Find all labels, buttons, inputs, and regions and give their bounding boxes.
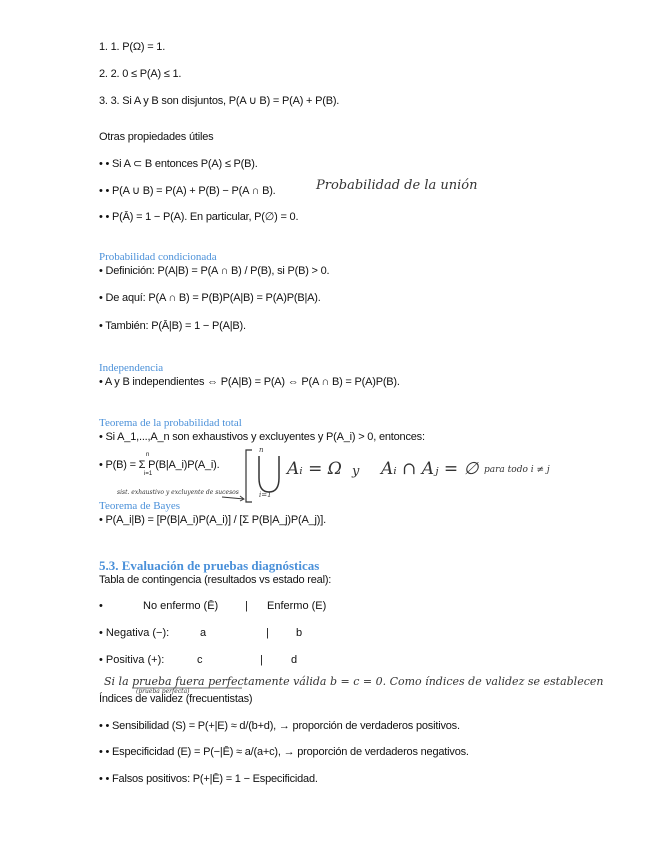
- otras-item-3: • • P(Ā) = 1 − P(A). En particular, P(∅) = 0.: [99, 211, 299, 223]
- handwritten-sist-note: sist. exhaustivo y excluyente de sucesos: [117, 489, 239, 496]
- handwritten-eq-omega: Aᵢ = Ω: [287, 459, 342, 479]
- table-cell: d: [291, 654, 298, 666]
- table-cell: c: [197, 654, 203, 666]
- total-item-1: • Si A_1,...,A_n son exhaustivos y excluyentes y P(A_i) > 0, entonces:: [99, 431, 425, 443]
- axiom-3: 3. 3. Si A y B son disjuntos, P(A ∪ B) = P(A) + P(B).: [99, 95, 340, 107]
- axiom-1: 1. 1. P(Ω) = 1.: [99, 41, 166, 53]
- sum-lower-limit: i=1: [144, 471, 153, 477]
- handwritten-para-todo: para todo i ≠ j: [484, 465, 550, 475]
- handwritten-note-validez: Si la prueba fuera perfectamente válida b = c = 0. Como índices de validez se establecen: [104, 675, 604, 688]
- heading-independencia: Independencia: [99, 362, 164, 374]
- bayes-item-1: • P(A_i|B) = [P(B|A_i)P(A_i)] / [Σ P(B|A_j)P(A_j)].: [99, 514, 326, 526]
- otras-item-1: • • Si A ⊂ B entonces P(A) ≤ P(B).: [99, 158, 258, 170]
- cond-item-1: • Definición: P(A|B) = P(A ∩ B) / P(B), si P(B) > 0.: [99, 265, 330, 277]
- indep-item-1: • A y B independientes ⇔ P(A|B) = P(A) ⇔ P(A ∩ B) = P(A)P(B).: [99, 376, 400, 388]
- total-item-2: • P(B) = Σ P(B|A_i)P(A_i).: [99, 459, 220, 471]
- table-cell: |: [266, 627, 269, 639]
- indice-falsos-positivos: • • Falsos positivos: P(+|Ē) = 1 − Especificidad.: [99, 773, 318, 785]
- table-subtitle: Tabla de contingencia (resultados vs estado real):: [99, 574, 332, 586]
- heading-section-5-3: 5.3. Evaluación de pruebas diagnósticas: [99, 558, 320, 573]
- table-cell: a: [200, 627, 207, 639]
- table-cell: |: [245, 600, 248, 612]
- otras-title: Otras propiedades útiles: [99, 131, 214, 143]
- heading-condicionada: Probabilidad condicionada: [99, 251, 217, 263]
- heading-prob-total: Teorema de la probabilidad total: [99, 417, 242, 429]
- indice-sensibilidad: • • Sensibilidad (S) = P(+|E) ≈ d/(b+d), → proporción de verdaderos positivos.: [99, 720, 460, 732]
- sum-upper-limit: n: [146, 452, 150, 458]
- cond-item-3: • También: P(Ā|B) = 1 − P(A|B).: [99, 320, 246, 332]
- table-cell: •: [99, 600, 103, 612]
- table-cell: b: [296, 627, 303, 639]
- indice-especificidad: • • Especificidad (E) = P(−|Ē) ≈ a/(a+c), → proporción de verdaderos negativos.: [99, 746, 469, 758]
- table-cell: No enfermo (Ē): [143, 600, 219, 612]
- axiom-2: 2. 2. 0 ≤ P(A) ≤ 1.: [99, 68, 182, 80]
- union-lower-limit: i=1: [259, 491, 272, 499]
- handwritten-note-union: Probabilidad de la unión: [316, 178, 478, 193]
- indices-title: Índices de validez (frecuentistas): [99, 693, 253, 705]
- handwritten-note-small: (prueba perfecta): [136, 688, 190, 695]
- union-upper-limit: n: [259, 446, 264, 454]
- table-cell: • Positiva (+):: [99, 654, 165, 666]
- heading-bayes: Teorema de Bayes: [99, 500, 181, 512]
- table-cell: Enfermo (E): [267, 600, 327, 612]
- cond-item-2: • De aquí: P(A ∩ B) = P(B)P(A|B) = P(A)P(B|A).: [99, 292, 321, 304]
- table-cell: • Negativa (−):: [99, 627, 170, 639]
- otras-item-2: • • P(A ∪ B) = P(A) + P(B) − P(A ∩ B).: [99, 185, 276, 197]
- handwritten-y: y: [352, 464, 360, 479]
- table-cell: |: [260, 654, 263, 666]
- handwritten-eq-disjoint: Aᵢ ∩ Aⱼ = ∅: [381, 459, 479, 479]
